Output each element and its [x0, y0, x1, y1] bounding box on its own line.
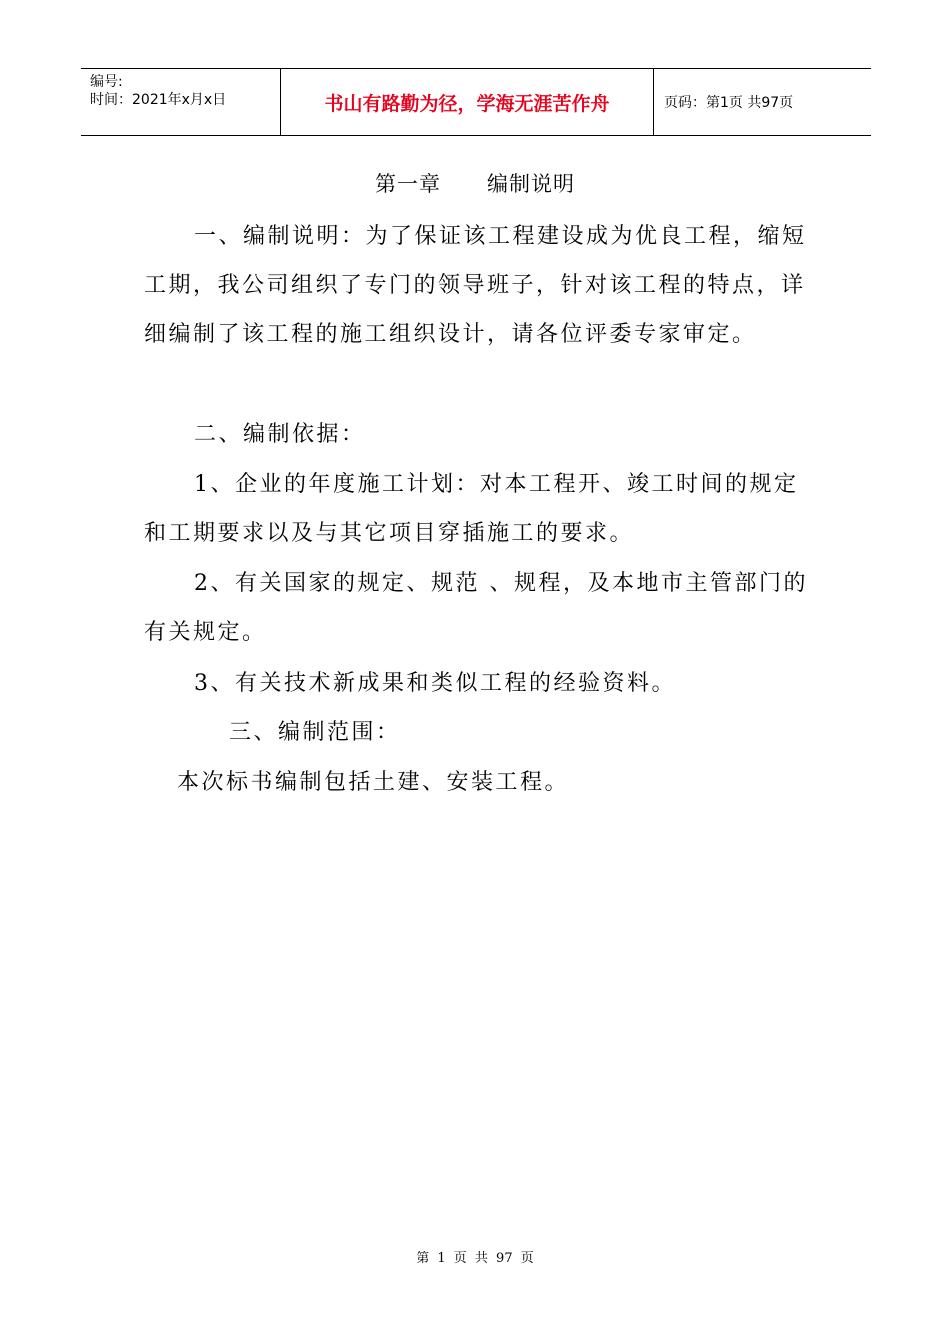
- paragraph-basis-3: 3、有关技术新成果和类似工程的经验资料。: [194, 671, 676, 696]
- page-footer: 第 1 页 共 97 页: [416, 1251, 534, 1266]
- paragraph-basis-1: 1、企业的年度施工计划：对本工程开、竣工时间的规定和工期要求以及与其它项目穿插施工的要求。: [144, 472, 799, 546]
- doc-number-label: 编号:: [90, 74, 123, 90]
- motto-text: 书山有路勤为径，学海无涯苦作舟: [324, 92, 610, 115]
- paragraph-basis-heading: 二、编制依据：: [194, 422, 366, 447]
- header-meta-cell: [81, 69, 281, 135]
- page-info: 页码：第1页 共97页: [664, 95, 794, 111]
- paragraph-basis-2: 2、有关国家的规定、规范 、规程，及本地市主管部门的有关规定。: [144, 571, 808, 645]
- page-header-table: [81, 68, 871, 136]
- header-motto-cell: [281, 69, 654, 135]
- header-page-cell: [654, 69, 871, 135]
- time-label: 时间：2021年x月x日: [90, 92, 227, 108]
- paragraph-scope: 本次标书编制包括土建、安装工程。: [177, 770, 570, 795]
- paragraph-scope-heading: 三、编制范围：: [229, 720, 401, 745]
- chapter-title: 第一章 编制说明: [374, 172, 576, 196]
- paragraph-intro: 一、编制说明：为了保证该工程建设成为优良工程，缩短工期，我公司组织了专门的领导班子，针对该工程的特点，详细编制了该工程的施工组织设计，请各位评委专家审定。: [144, 224, 807, 347]
